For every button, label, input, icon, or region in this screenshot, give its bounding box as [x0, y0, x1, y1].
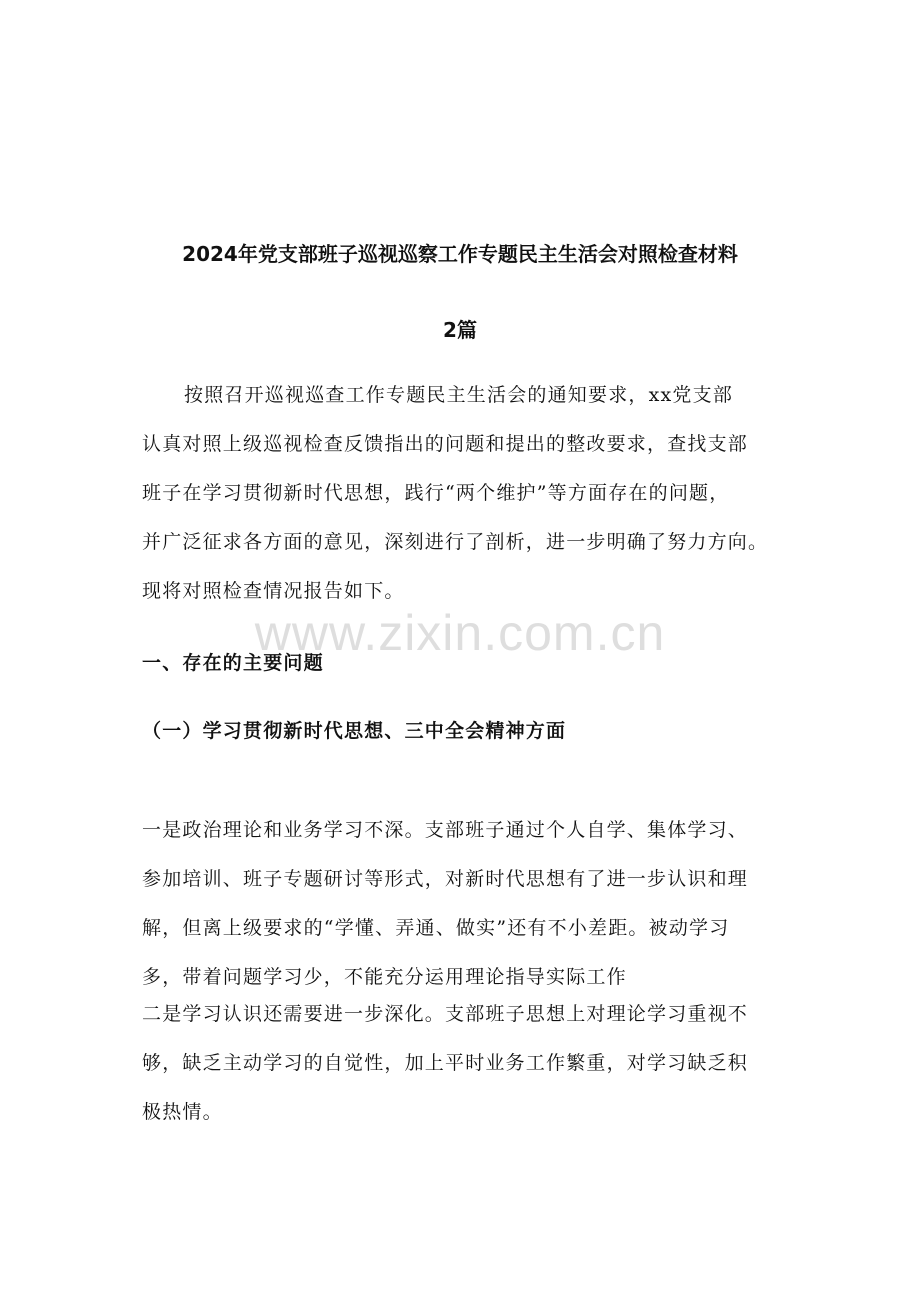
intro-line: 班子在学习贯彻新时代思想，践行“两个维护”等方面存在的问题，	[142, 482, 730, 504]
paragraph-line: 多，带着问题学习少，不能充分运用理论指导实际工作	[142, 966, 627, 988]
paragraph-study-awareness	[142, 990, 792, 1137]
intro-line: 按照召开巡视巡查工作专题民主生活会的通知要求，xx党支部	[184, 384, 734, 406]
watermark: www.zixin.com.cn	[254, 605, 666, 661]
intro-line: 现将对照检查情况报告如下。	[142, 580, 405, 602]
paragraph-line: 二是学习认识还需要进一步深化。支部班子思想上对理论学习重视不	[142, 1003, 749, 1025]
subsection-heading: （一）学习贯彻新时代思想、三中全会精神方面	[142, 720, 567, 742]
intro-paragraph	[142, 371, 792, 616]
paragraph-line: 极热情。	[142, 1101, 223, 1123]
paragraph-study-depth	[142, 806, 792, 1002]
paragraph-line: 参加培训、班子专题研讨等形式，对新时代思想有了进一步认识和理	[142, 868, 749, 890]
paragraph-line: 解，但离上级要求的“学懂、弄通、做实”还有不小差距。被动学习	[142, 917, 730, 939]
section-heading: 一、存在的主要问题	[142, 652, 324, 674]
paragraph-line: 一是政治理论和业务学习不深。支部班子通过个人自学、集体学习、	[142, 819, 749, 841]
intro-line: 认真对照上级巡视检查反馈指出的问题和提出的整改要求，查找支部	[142, 433, 749, 455]
paragraph-line: 够，缺乏主动学习的自觉性，加上平时业务工作繁重，对学习缺乏积	[142, 1052, 749, 1074]
document-title: 2024年党支部班子巡视巡察工作专题民主生活会对照检查材料	[182, 242, 738, 266]
document-title-continuation: 2篇	[443, 318, 477, 342]
intro-line: 并广泛征求各方面的意见，深刻进行了剖析，进一步明确了努力方向。	[142, 531, 769, 553]
